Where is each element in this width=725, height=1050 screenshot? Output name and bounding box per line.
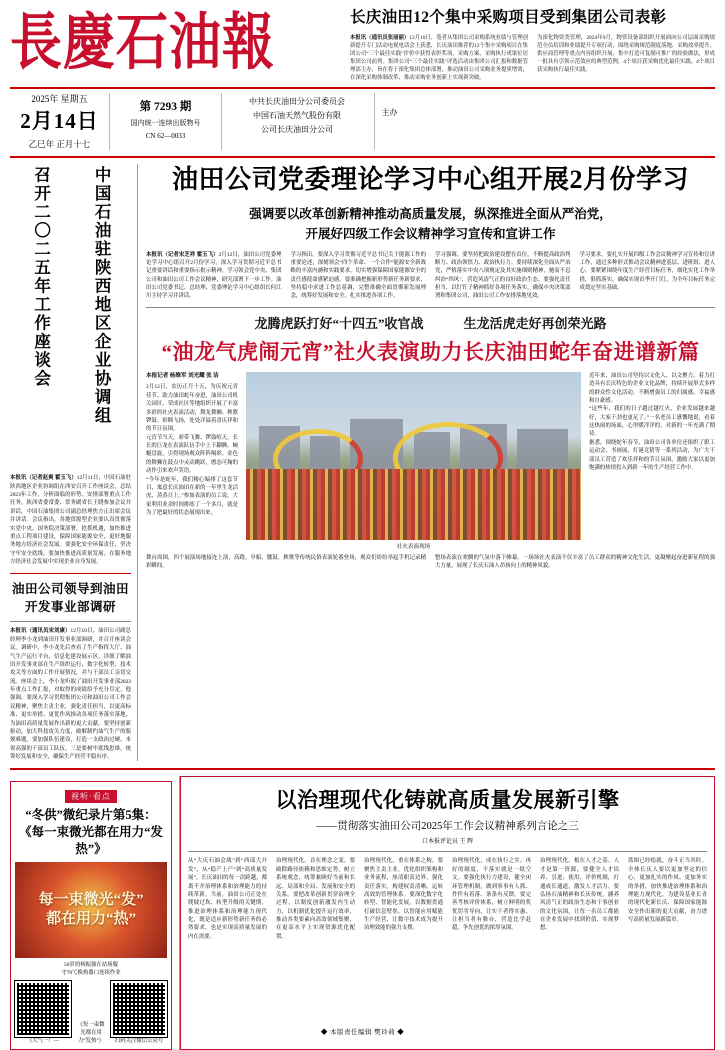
masthead-right xyxy=(340,8,715,83)
paper-title: 長慶石油報 xyxy=(10,6,276,79)
main-subheadline-line-2: 开展好四级工作会议精神学习宣传和宣讲工作 xyxy=(305,226,556,241)
top-story-col-2 xyxy=(537,34,715,83)
left-column-text: 12月11日，中国石油驻陕西地区企业协调组在西安召开工作座谈会，总结2023年工作，分析面临的形势，安排部署重点工作任务。陕西省委常委、常务副省长王晓参加会议并讲话，中国石油集团公司副总经理焦方正出席会议并讲话。会议指出，各地资源型企业要认真贯彻落实党中央、国务院决策部署，抢抓机遇，加快推进重点工程项目建设，保障国家能源安全，更好地服务地方经济社会发展。要强化安全环保责任，坚决守牢安全底线。要加快推进高质量发展，在服务地方经济社会发展中实现企业自身发展。 xyxy=(10,475,131,566)
feature-dateline: 2月12日，农历正月十五，为庆祝元宵佳节、助力油田蛇年奋进，油田公司机关园区、荣成社区等地组织开展了丰富多彩的社火表演活动，舞龙舞狮、秧歌锣鼓、彩绸飞扬，处处洋溢着喜庆祥和的节日氛围。 xyxy=(146,384,238,433)
left-secondary-text: 12月10日，油田公司副总经理李小龙到油田开发事业部调研，并召开座谈会议。调研中，李小龙先后查看了生产指挥大厅、油气生产运行平台、信息化建设展示区，详细了解油田开发事业部在生产组织运行、数字化转型、技术攻关等方面的工作开展情况，并与干部员工亲切交流。座谈会上，李小龙听取了油田开发事业部2023年重点工作汇报，对取得的成绩给予充分肯定。他强调，要深入学习贯彻集团公司和油田公司工作会议精神，聚焦主责主业，强化责任担当，以更高标准、更实举措、更优作风推动各项任务落实落地，为油田高质量发展作出新的更大贡献。要坚持创新驱动，加大科技攻关力度，破解制约油气生产的瓶颈难题。要加强队伍建设，打造一支政治过硬、本领高强的干部员工队伍。三是要树牢底线思维，统筹好发展和安全，确保生产经营平稳有序。 xyxy=(10,628,131,761)
page-footer: ◆ 本版责任编辑 樊玲莉 ◆ xyxy=(320,1029,405,1036)
feature-headline: “油龙气虎闹元宵”社火表演助力长庆油田蛇年奋进谱新篇 xyxy=(161,339,700,364)
feature-text-p4: 整场表演在欢腾的气氛中落下帷幕。一场场社火表演不仅丰富了员工群众的精神文化生活，更凝聚起奋进新征程的强大力量，展现了长庆石油人昂扬向上的精神风貌。 xyxy=(435,554,715,570)
bottom-section xyxy=(10,768,715,1050)
date-line-3: 乙巳年 正月十七 xyxy=(28,138,91,149)
promo-caption xyxy=(15,961,167,977)
editorial-col-2: 治理现代化，首在理念之变。要破除路径依赖和思维定势，树立系统观念，统筹兼顾好当前和长远、局部和全局、发展和安全的关系。要把改革创新贯穿治理全过程，以制度创新激发内生动力，以机制优化提升运行效率，推动各类要素向高效领域集聚，在更高水平上实现资源优化配置。 xyxy=(276,858,355,940)
editorial-headline: 以治理现代化铸就高质量发展新引擎 xyxy=(275,788,620,813)
promo-image xyxy=(15,862,167,958)
flag-spacer xyxy=(404,93,715,151)
issue-code: CN 62—0033 xyxy=(145,131,186,140)
publisher-line-2: 中国石油天然气股份有限 xyxy=(253,110,341,120)
issue-info xyxy=(110,93,222,151)
top-story-text-1: 12月10日，笔者从集团公司采购系统业绩与管理创新提升专门活动电视电话会上获悉，长庆油田推荐的12个集中采购项目在集团公司“三个最佳实践”评价中获得表彰奖项，采购方案、采购执行成果位居集团公司前列。集团公司“三个最佳实践”评选活动由集团公司汇报和数据管理部主办，旨在将于深化集团总体部署，推动油田公司采购业务提质增效，在深化采购体制改革、推动采购业务创新上实现新突破。 xyxy=(350,34,528,82)
main-headline: 油田公司党委理论学习中心组开展2月份学习 xyxy=(171,165,689,195)
editorial-body xyxy=(188,857,707,941)
publisher-info xyxy=(222,93,372,151)
divider-red-left xyxy=(10,573,131,574)
masthead-left xyxy=(10,8,340,77)
editorial-col-4: 治理现代化，成在执行之实。再好的制度，不落实就是一纸空文。要强化执行力建设，健全闭环管理机制，做到事事有人抓、件件有着落、条条有反馈。要完善考核评价体系，树立鲜明的奖优罚劣导向，让实干者得实惠、让担当者有舞台，营造比学赶超、争先创优的浓厚氛围。 xyxy=(452,858,531,932)
promo-caption-line-2: 守70℃换热器口连续作业 xyxy=(61,970,121,977)
right-column xyxy=(138,164,715,761)
promo-image-text-line-2: 都在用力“热” xyxy=(45,911,136,928)
date-line-1: 2025年 星期五 xyxy=(31,93,88,104)
feature-text-p7: 据悉，围绕蛇年春节，油田公司各单位还组织了职工运动会、书画展、灯谜竞猜等一系列活动，为广大干部员工营造了欢乐祥和的节日氛围，激励大家以更加饱满的热情投入到新一年的生产经营工作中。 xyxy=(589,439,715,471)
editorial-col-5: 治理现代化，根在人才之基。人才是第一资源，要健全人才培养、引进、使用、评价机制，打通成长通道，激发人才活力。要弘扬石油精神和长庆传统，涵养风清气正的政治生态和干事创业的文化氛围，让每一名员工都能在企业发展中找到价值、实现梦想。 xyxy=(540,858,619,932)
promo-box[interactable] xyxy=(10,781,172,1050)
divider-thin-right xyxy=(146,307,715,308)
feature-text-left xyxy=(146,372,238,550)
feature-photo-image xyxy=(246,372,581,540)
publication-date xyxy=(10,93,110,151)
main-story-col-2 xyxy=(291,251,427,301)
editorial-byline: 口本报评论员 王 辉 xyxy=(421,839,473,846)
promo-caption-line-1: 50岁的杨振强在站场服 xyxy=(64,962,118,969)
editorial-col-1: 从“大庆石油会战”到“西部大开发”，从“稳产上产”到“高质量发展”，长庆油田的每一次跨越，都离不开治理体系和治理能力的持续革新。当前，油田公司正处在爬坡过坎、转型升级的关键期，推进治理体系和治理能力现代化，既是适应新形势新任务的必然要求，也是实现高质量发展的内在需要。 xyxy=(188,858,267,940)
date-line-2: 2月14日 xyxy=(20,109,99,134)
main-story-text-2: 学习指出，要深入学习贯彻习近平总书记关于能源工作的重要论述，深刻领会“四个革命、一个合作”能源安全新战略的丰富内涵和实践要求，切实增强保障国家能源安全的责任感使命感紧迫感。要准确把握新形势新任务新要求，坚持稳中求进工作总基调，完整准确全面贯彻新发展理念，统筹好发展和安全，扎实推进各项工作。 xyxy=(290,251,426,300)
main-story-col-3 xyxy=(435,251,571,301)
feature-banner-left: 龙腾虎跃打好“十四五”收官战 xyxy=(254,315,424,331)
promo-tag: 视听·看点 xyxy=(65,790,117,803)
top-story-body xyxy=(350,34,715,83)
feature-text-p3: 舞台周围，四个展演场地接连上演，高跷、旱船、腰鼓、秧歌等传统民俗表演轮番登场，观众们纷纷举起手机记录精彩瞬间。 xyxy=(146,554,426,570)
vertical-headline-a: 召开二〇二五年工作座谈会 xyxy=(31,166,51,389)
editorial-column xyxy=(180,776,715,1050)
divider-thin-left xyxy=(10,621,131,622)
main-story-text-1: 2月12日，油田公司党委理论学习中心组召开2月份学习，深入学习贯彻习近平总书记重要讲话和重要指示批示精神，学习领会党中央、集团公司和油田公司工作会议精神，研究部署下一步工作。油田公司党委书记、总经理、党委理论学习中心组组长何江川主持学习并讲话。 xyxy=(146,251,282,300)
top-story-text-2: 为深化物资类管理，2024年9月，物资设备部组织开展面向公司层面采购规范全员培训和业绩提升专项行动，围绕采购规范制度落地、采购效率提升、供应商管理等重点内容组织开展，集中打造可复制可推广的经验做法，形成一批具有引领示范效应的典型范例，4个项目获采购优化最佳实践、4个项目获采购执行最佳实践。 xyxy=(537,34,715,74)
top-story-col-1 xyxy=(350,34,528,83)
feature-text-right xyxy=(589,372,715,550)
publication-info-row xyxy=(10,89,715,159)
left-column xyxy=(10,164,138,761)
main-story-col-4 xyxy=(580,251,716,301)
main-subheadline xyxy=(146,204,715,244)
main-story-lead: 本报讯（记者宋芝祥 霍玉飞） xyxy=(146,251,219,258)
top-story-lead: 本报讯（通讯员张丽丽） xyxy=(350,34,410,41)
feature-text-p6: “这些年，我们的日子越过越红火，企业发展越来越好，大家干劲也更足了。”一名老员工感慨地说，看着这热闹的场面，心里暖洋洋的，对新的一年充满了期待。 xyxy=(589,406,715,438)
qr-left-caption: 《大气一厂— xyxy=(26,1038,60,1045)
main-story-body xyxy=(146,251,715,301)
promo-title-line-1: “冬供”微纪录片第5集： xyxy=(25,808,157,823)
promo-image-text-line-1: 每一束微光“发” xyxy=(38,891,144,908)
left-secondary-article xyxy=(10,627,131,761)
feature-text-p5: 近年来，油田公司坚持以文化人、以文聚力，着力打造具有长庆特色的企业文化品牌，持续开展形式多样的群众性文化活动，不断增强员工的归属感、幸福感和自豪感。 xyxy=(589,372,715,404)
publisher-line-3: 公司长庆油田分公司 xyxy=(261,124,333,134)
issue-number: 第 7293 期 xyxy=(139,100,192,113)
feature-text-p2: “今年是蛇年，我们精心编排了这套节目，寓意长庆油田在新的一年里生龙活虎、蒸蒸日上。”参加表演的员工说，大家利用业余时间排练了一个多月，就是为了把最好的状态展现出来。 xyxy=(146,476,238,517)
top-story-headline: 长庆油田12个集中采购项目受到集团公司表彰 xyxy=(350,9,667,26)
left-secondary-lead: 本报讯（通讯员宋刘康） xyxy=(10,628,71,635)
main-story-col-1 xyxy=(146,251,282,301)
promo-image-text xyxy=(38,891,143,930)
sponsor-label: 主办 xyxy=(374,93,404,151)
qr-right-caption: 扫码关注微信公众号 xyxy=(114,1038,164,1045)
issue-registration: 国内统一连续出版物号 xyxy=(130,119,201,128)
vertical-headline-wrap xyxy=(10,164,131,470)
publisher-line-1: 中共长庆油田分公司委员会 xyxy=(249,96,345,106)
masthead xyxy=(10,8,715,89)
editorial-subheadline: ——贯彻落实油田公司2025年工作会议精神系列言论之三 xyxy=(316,821,579,833)
feature-banner-right: 生龙活虎走好再创荣光路 xyxy=(463,315,607,331)
promo-tagline xyxy=(15,786,167,804)
left-column-article xyxy=(10,474,131,566)
feature-photo xyxy=(246,372,581,550)
editorial-col-3: 治理现代化，重在体系之构。要聚焦主责主业，优化组织架构和业务流程，厘清职责边界，强化责任落实，构建权责清晰、运转高效的管理体系。要深化数字化转型、智能化发展，以数据贯通打破信息壁垒，以智能应用赋能生产经营，让数字技术成为提升治理效能的强力支撑。 xyxy=(364,858,443,932)
left-secondary-headline: 油田公司领导到油田开发事业部调研 xyxy=(11,582,129,615)
feature-banner xyxy=(146,313,715,332)
qr-middle-caption: 《每一束微光都在用力“发热”》 xyxy=(77,1022,105,1045)
editorial-col-6: 蓝图已经绘就，奋斗正当其时。全体长庆人要以更加坚定的信心、更加扎实的作风、更加务实的举措，加快推进治理体系和治理能力现代化，为建设基业长青的现代化新长庆、保障国家能源安全作出新的更大贡献，奋力谱写高质量发展新篇章。 xyxy=(628,858,707,924)
divider-editorial xyxy=(188,851,707,852)
feature-text-p1: 元宵节当天，彩带飞舞、锣鼓喧天，长长的巨龙在表演队伍手中上下翻腾、蜿蜒盘旋，引得现场观众阵阵喝彩。金色的舞狮在鼓点中灵动跳跃，憨态可掬的动作引来欢声笑语。 xyxy=(146,434,238,475)
left-column-lead: 本报讯（记者赵爽 霍玉飞） xyxy=(10,475,77,482)
main-subheadline-line-1: 强调要以改革创新精神推动高质量发展，纵深推进全面从严治党， xyxy=(249,206,612,221)
main-story-text-4: 学习要求，要扎实开展四级工作会议精神学习宣传和宣讲工作，通过多种形式推动会议精神进基层、进班组、进人心。要紧紧围绕年度生产经营目标任务，细化实化工作举措，狠抓落实，确保实现首季开门红，为全年目标任务完成奠定坚实基础。 xyxy=(579,251,715,292)
feature-text-bottom xyxy=(146,554,715,571)
feature-byline: 本报记者 杨维军 刘光耀 张 洁 xyxy=(146,372,219,379)
promo-title-line-2: 《每一束微光都在用力“发热”》 xyxy=(19,825,163,857)
promo-title xyxy=(15,807,167,858)
feature-photo-caption: 社火表演现场 xyxy=(396,543,431,550)
promo-column xyxy=(10,776,180,1050)
feature-photo-area xyxy=(146,372,715,550)
main-story-text-3: 学习强调，要坚持把政治建设摆在首位，不断提高政治判断力、政治领悟力、政治执行力。要持续深化全面从严治党，严格落实中央八项规定及其实施细则精神，驰而不息纠治“四风”，营造风清气正的良好政治生态。要强化责任担当，以钉钉子精神抓好各项任务落实，确保中央决策部署和集团公司、油田公司工作安排落地见效。 xyxy=(435,251,571,300)
vertical-headline-b: 中国石油驻陕西地区企业协调组 xyxy=(92,166,112,426)
main-content xyxy=(10,164,715,761)
